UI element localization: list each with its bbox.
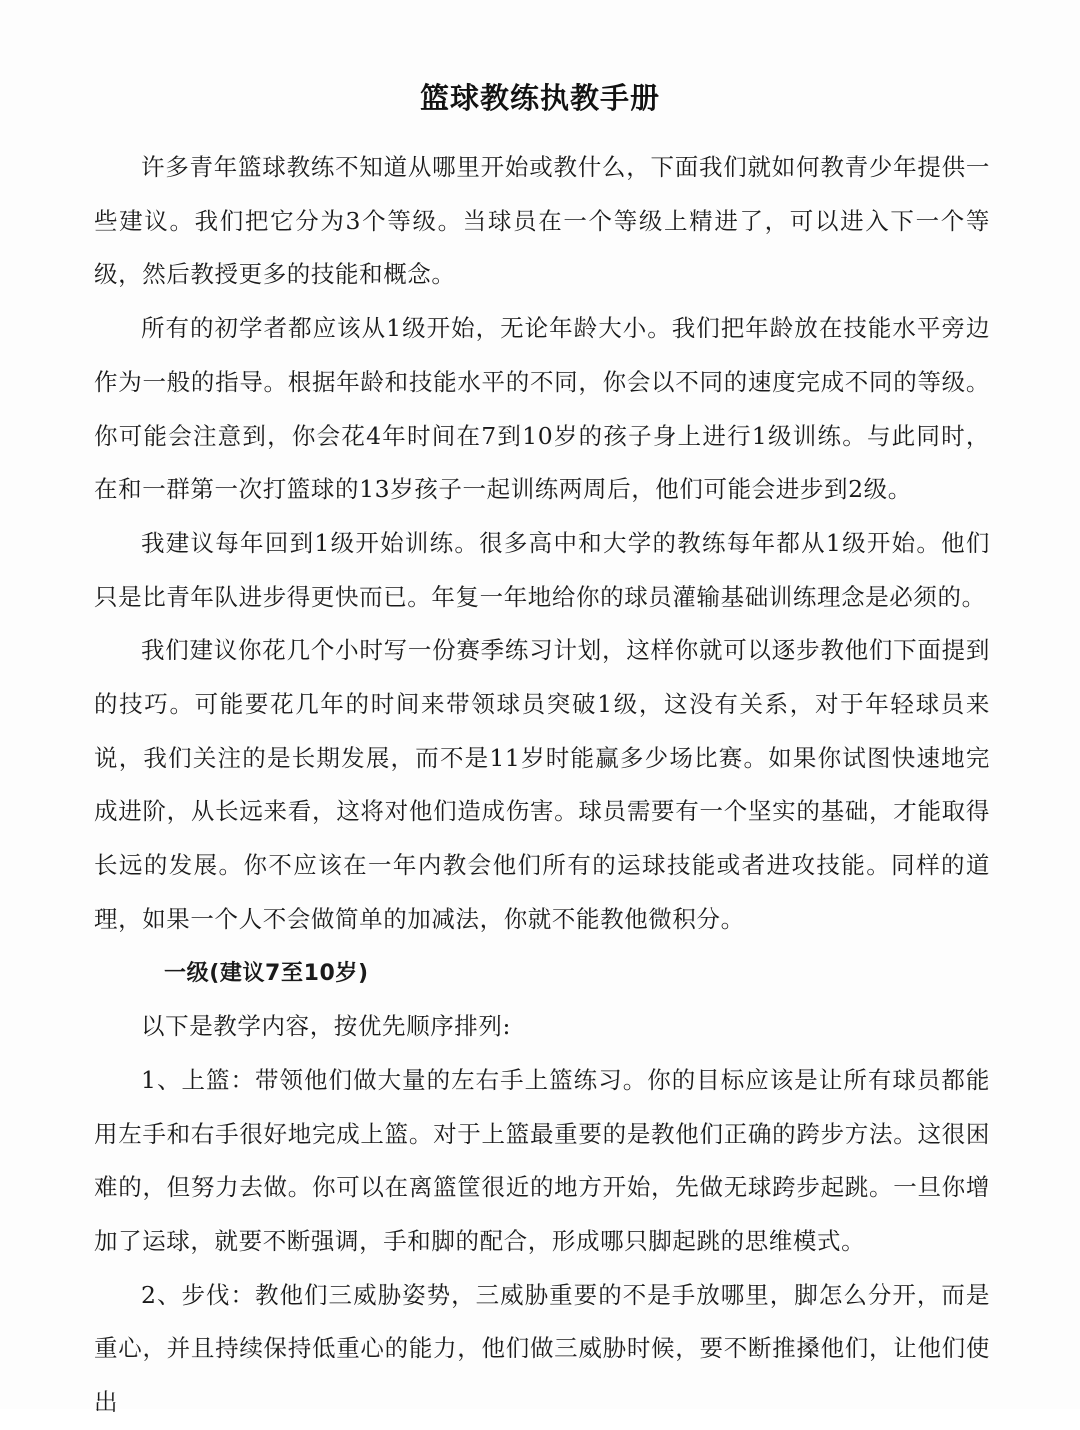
level1-item-layup: 1、上篮：带领他们做大量的左右手上篮练习。你的目标应该是让所有球员都能用左手和右手很好地完成上篮。对于上篮最重要的是教他们正确的跨步方法。这很困难的，但努力去做。你可以在离篮筐很近的地方开始，先做无球跨步起跳。一旦你增加了运球，就要不断强调，手和脚的配合，形成哪只脚起跳的思维模式。 — [94, 1065, 990, 1256]
level1-intro: 以下是教学内容，按优先顺序排列: — [141, 1012, 512, 1041]
level1-heading: 一级(建议7至10岁) — [164, 960, 369, 986]
paragraph-levels-by-age: 所有的初学者都应该从1级开始，无论年龄大小。我们把年龄放在技能水平旁边作为一般的指导。根据年龄和技能水平的不同，你会以不同的速度完成不同的等级。你可能会注意到，你会花4年时间在7到10岁的孩子身上进行1级训练。与此同时，在和一群第一次打篮球的13岁孩子一起训练两周后，他们可能会进步到2级。 — [94, 314, 990, 504]
paragraph-restart-yearly: 我建议每年回到1级开始训练。很多高中和大学的教练每年都从1级开始。他们只是比青年队进步得更快而已。年复一年地给你的球员灌输基础训练理念是必须的。 — [94, 528, 990, 611]
paragraph-season-plan: 我们建议你花几个小时写一份赛季练习计划，这样你就可以逐步教他们下面提到的技巧。可能要花几年的时间来带领球员突破1级，这没有关系，对于年轻球员来说，我们关注的是长期发展，而不是11岁时能赢多少场比赛。如果你试图快速地完成进阶，从长远来看，这将对他们造成伤害。球员需要有一个坚实的基础，才能取得长远的发展。你不应该在一年内教会他们所有的运球技能或者进攻技能。同样的道理，如果一个人不会做简单的加减法，你就不能教他微积分。 — [94, 636, 990, 933]
page-title: 篮球教练执教手册 — [419, 81, 660, 115]
paragraph-intro: 许多青年篮球教练不知道从哪里开始或教什么，下面我们就如何教青少年提供一些建议。我们把它分为3个等级。当球员在一个等级上精进了，可以进入下一个等级，然后教授更多的技能和概念。 — [94, 153, 990, 289]
level1-item-footwork: 2、步伐：教他们三威胁姿势，三威胁重要的不是手放哪里，脚怎么分开，而是重心，并且持续保持低重心的能力，他们做三威胁时候，要不断推搡他们，让他们使出 — [94, 1280, 990, 1417]
document-body — [94, 141, 990, 1430]
